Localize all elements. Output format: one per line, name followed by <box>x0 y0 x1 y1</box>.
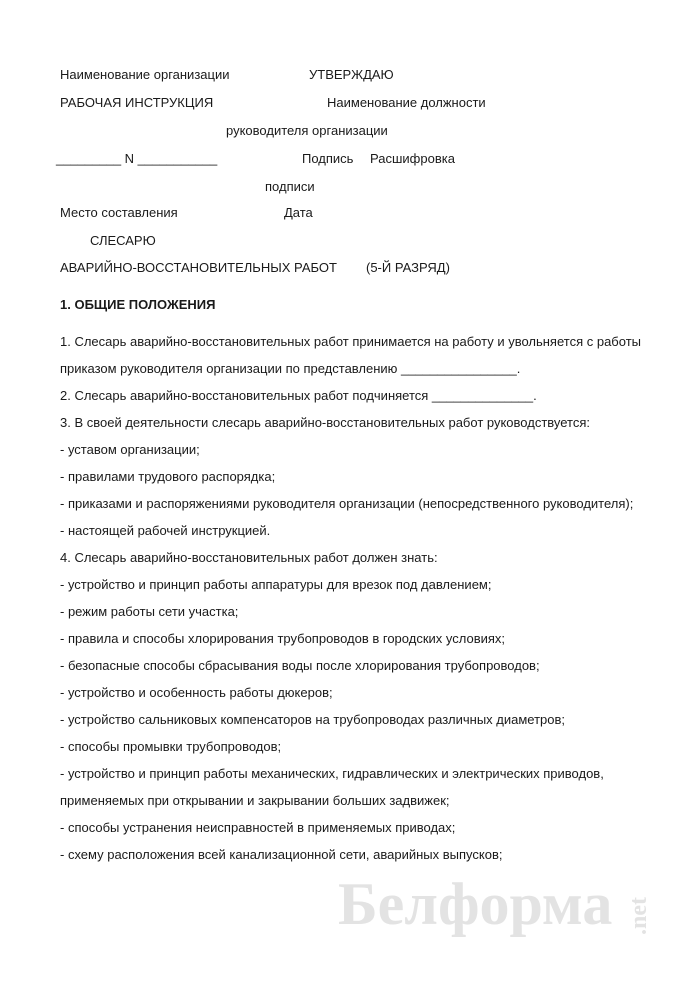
section1-line: - правила и способы хлорирования трубопроводов в городских условиях; <box>60 631 506 646</box>
section1-line: 1. Слесарь аварийно-восстановительных работ принимается на работу и увольняется с работы <box>60 334 641 349</box>
watermark-suffix: .net <box>626 897 652 935</box>
title-grade: (5-Й РАЗРЯД) <box>366 260 450 275</box>
watermark-logo: Белформа <box>338 871 613 937</box>
section1-line: - режим работы сети участка; <box>60 604 239 619</box>
section1-line: - схему расположения всей канализационной сети, аварийных выпусков; <box>60 847 503 862</box>
section1-line: - безопасные способы сбрасывания воды после хлорирования трубопроводов; <box>60 658 540 673</box>
place-label: Место составления <box>60 205 178 220</box>
section1-line: 3. В своей деятельности слесарь аварийно-восстановительных работ руководствуется: <box>60 415 591 430</box>
date-label: Дата <box>284 205 313 220</box>
section1-line: - устройство и принцип работы механических, гидравлических и электрических приводов, <box>60 766 604 781</box>
section1-line: - настоящей рабочей инструкцией. <box>60 523 271 538</box>
section1-line: 2. Слесарь аварийно-восстановительных работ подчиняется ______________. <box>60 388 537 403</box>
section1-line: - способы устранения неисправностей в применяемых приводах; <box>60 820 456 835</box>
section1-line: - правилами трудового распорядка; <box>60 469 276 484</box>
number-line: _________ N ___________ <box>56 151 218 166</box>
head-of-org-label: руководителя организации <box>226 123 388 138</box>
section1-line: применяемых при открывании и закрывании больших задвижек; <box>60 793 450 808</box>
section1-line: - устройство и принцип работы аппаратуры для врезок под давлением; <box>60 577 492 592</box>
section1-line: - способы промывки трубопроводов; <box>60 739 282 754</box>
section1-heading: 1. ОБЩИЕ ПОЛОЖЕНИЯ <box>60 297 216 312</box>
section1-line: 4. Слесарь аварийно-восстановительных работ должен знать: <box>60 550 438 565</box>
title-line1: СЛЕСАРЮ <box>90 233 156 248</box>
section1-line: - устройство сальниковых компенсаторов на трубопроводах различных диаметров; <box>60 712 566 727</box>
section1-line: - приказами и распоряжениями руководителя организации (непосредственного руководителя); <box>60 496 634 511</box>
section1-line: - уставом организации; <box>60 442 200 457</box>
doc-type-label: РАБОЧАЯ ИНСТРУКЦИЯ <box>60 95 214 110</box>
position-name-label: Наименование должности <box>327 95 486 110</box>
decoding-label: Расшифровка <box>370 151 455 166</box>
section1-line: - устройство и особенность работы дюкеров; <box>60 685 333 700</box>
org-name-label: Наименование организации <box>60 67 230 82</box>
section1-line: приказом руководителя организации по представлению ________________. <box>60 361 521 376</box>
signatures-label: подписи <box>265 179 315 194</box>
approve-label: УТВЕРЖДАЮ <box>309 67 394 82</box>
signature-label: Подпись <box>302 151 354 166</box>
title-line2: АВАРИЙНО-ВОССТАНОВИТЕЛЬНЫХ РАБОТ <box>60 260 337 275</box>
